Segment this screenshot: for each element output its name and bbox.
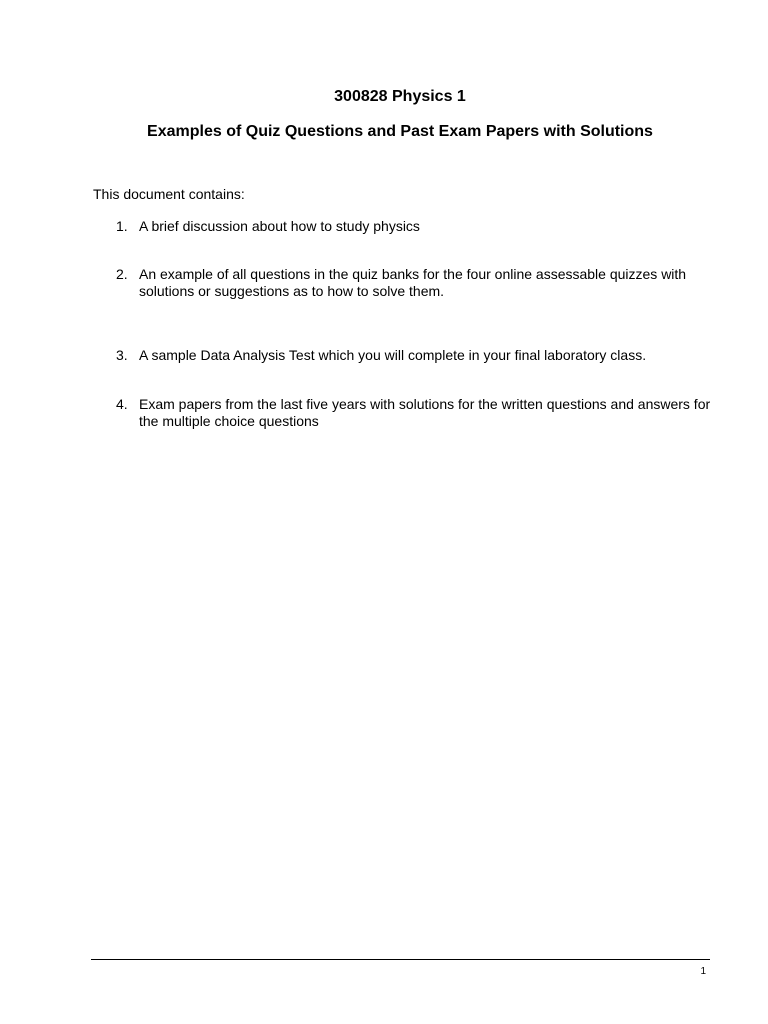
list-item-number: 4.: [116, 396, 128, 412]
list-item-text: An example of all questions in the quiz banks for the four online assessable quizzes with solutions or suggestions as to how to solve them.: [139, 266, 687, 299]
document-title: Examples of Quiz Questions and Past Exam Papers with Solutions: [147, 123, 653, 140]
footer-divider: [91, 959, 710, 960]
list-item-number: 2.: [116, 266, 128, 282]
course-title: 300828 Physics 1: [334, 88, 466, 105]
list-item-number: 3.: [116, 347, 128, 363]
list-item-text: A sample Data Analysis Test which you will complete in your final laboratory class.: [139, 347, 647, 363]
intro-text: This document contains:: [93, 186, 245, 202]
list-item-text: Exam papers from the last five years with solutions for the written questions and answers for the multiple choice questions: [139, 396, 711, 429]
page-number: 1: [700, 966, 706, 977]
list-item-text: A brief discussion about how to study physics: [139, 218, 420, 234]
list-item-number: 1.: [116, 218, 128, 234]
